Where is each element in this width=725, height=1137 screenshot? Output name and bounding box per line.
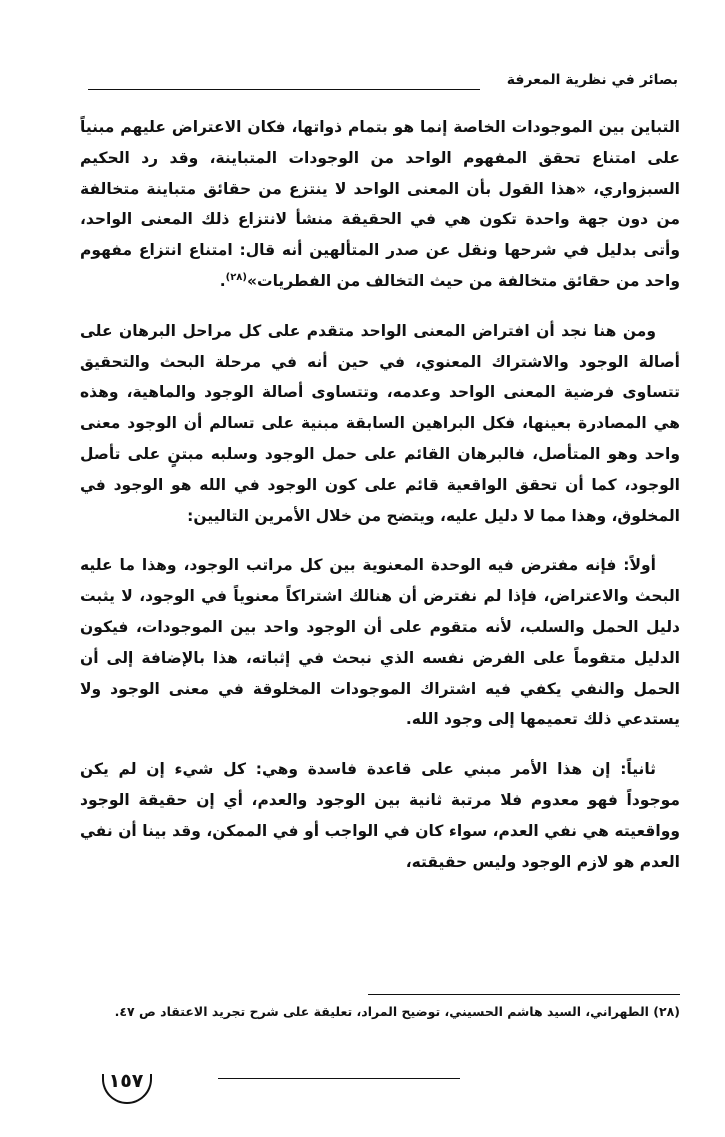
paragraph-1-text: التباين بين الموجودات الخاصة إنما هو بتمام ذواتها، فكان الاعتراض عليهم مبنياً على امتناع تحقق المفهوم الواحد من الوجودات المتباينة، وقد رد الحكيم السبزواري، «هذا القول بأن المعنى الواحد لا ينتزع من حقائق متباينة متخالفة من دون جهة واحدة تكون هي في الحقيقة منشأ لانتزاع ذلك المعنى الواحد، وأتى بدليل في شرحها ونقل عن صدر المتألهين أنه قال: امتناع انتزاع مفهوم واحد من حقائق متخالفة من حيث التخالف من الفطريات» (80, 118, 680, 290)
paragraph-3: أولاً: فإنه مفترض فيه الوحدة المعنوية بين كل مراتب الوجود، وهذا ما عليه البحث والاعتراض، فإذا لم نفترض أن هنالك اشتراكاً معنوياً في الوجود، لا يثبت دليل الحمل والسلب، لأنه متقوم على أن الوجود واحد بين الموجودات، فيكون الدليل متقوماً على الفرض نفسه الذي نبحث في إثباته، هذا بالإضافة إلى أن الحمل والنفي يكفي فيه اشتراك الموجودات المخلوقة في معنى الوجود ولا يستدعي ذلك تعميمها إلى وجود الله. (80, 556, 680, 729)
paragraph-1-tail: . (219, 271, 226, 290)
paragraph-2: ومن هنا نجد أن افتراض المعنى الواحد متقدم على كل مراحل البرهان على أصالة الوجود والاشتراك المعنوي، في حين أنه في مرحلة البحث والتحقيق تتساوى فرضية المعنى الواحد وعدمه، وتتساوى أصالة الوجود والماهية، وهذه هي المصادرة بعينها، فكل البراهين السابقة مبنية على تسالم أن الوجود معنى واحد وهو المتأصل، فالبرهان القائم على حمل الوجود وسلبه مبتنٍ على تأصل الوجود، كما أن تحقق الواقعية قائم على كون الوجود في الله هو الوجود في المخلوق، وهذا مما لا دليل عليه، ويتضح من خلال الأمرين التاليين: (80, 321, 680, 525)
paragraph-1 (80, 112, 680, 297)
bottom-rule (218, 1078, 460, 1079)
page-number-text: ١٥٧ (108, 1070, 144, 1092)
footnote-reference: (٢٨) (225, 271, 247, 283)
footnote: (٢٨) الطهراني، السيد هاشم الحسيني، توضيح المراد، تعليقة على شرح تجريد الاعتقاد ص ٤٧. (114, 1004, 680, 1019)
header-rule (88, 89, 480, 90)
running-header (88, 70, 678, 96)
running-title: بصائر في نظرية المعرفة (506, 72, 678, 88)
paragraph-4: ثانياً: إن هذا الأمر مبني على قاعدة فاسدة وهي: كل شيء إن لم يكن موجوداً فهو معدوم فلا مرتبة ثانية بين الوجود والعدم، أي إن حقيقة الوجود وواقعيته هي نفي العدم، سواء كان في الواجب أو في الممكن، وقد بينا أن نفي العدم هو لازم الوجود وليس حقيقته، (80, 760, 680, 871)
page-number (96, 1068, 156, 1108)
footnote-rule (368, 994, 680, 995)
body-text (80, 112, 680, 877)
